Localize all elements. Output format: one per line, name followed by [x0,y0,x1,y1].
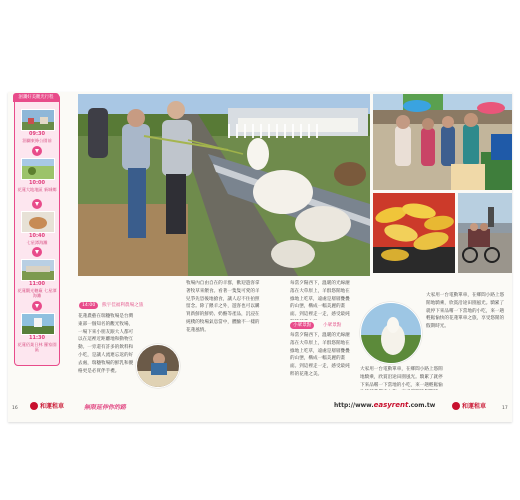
section-time-tag: 14:00 [79,302,98,309]
brand-logo-left [30,401,64,410]
timeline-thumb [21,211,55,233]
section2-body-right: 大家用一台電動單車，在鄉間小路上悠閒地騎乘，欣賞沿途田園風光。騎累了就停下來品嚐一下當地的小吃，來一趟輕鬆愉快的花蓮單車之旅，享受悠閒的假期時光。 [426,293,505,330]
url-prefix: http://www. [334,402,374,409]
slogan: 無限延伸你的路 [84,404,127,411]
timeline-time: 10:40 [29,233,45,239]
section2-body-left: 每當夕陽西下，溫暖的光線灑落在大草原上，羊群悠閒地在綠地上吃草，遠處是層層疊疊的山巒，構成一幅美麗的畫面。到這裡走一走，感受最純 [290,281,350,318]
section1-body-left: 花蓮農藝在瑞穗牧場是台灣東部一個知名的觀光牧場，一場下來小朋友跟大人都可以在這裡近距離地和動物互動。一旁還有許多的飲料和小吃，是讓人流連忘返的好去處，瑞穗牧場的鮮乳和優格更是必買伴手禮。 [78,314,134,374]
market-photo [373,94,512,190]
left-page-number: 16 [12,406,18,411]
goat-feeding-photo [78,94,370,276]
right-page-number: 17 [502,406,508,411]
chevron-down-icon [32,199,42,209]
timeline-thumb [21,313,55,335]
vendor-circle-photo [136,344,180,388]
website-url [334,401,435,409]
section-title: 小眾景點 [323,323,342,328]
section-title: 熊宇佳福利農場之旅 [102,303,144,308]
section2-body-bottom: 大家用一台電動單車，在鄉間小路上悠閒地騎乘，欣賞沿途田園風光。騎累了就停下來品嚐一下當地的小吃，來一趟輕鬆愉 [360,367,443,388]
chevron-down-icon [32,301,42,311]
timeline-caption: 花蓮佰業日林 羅家園區 [17,342,57,353]
timeline-sidebar [14,94,60,366]
section2-body-mid: 每當夕陽西下，溫暖的光線灑落在大草原上，羊群悠閒地在綠地上吃草，遠處是層層疊疊的山巒，構成一幅美麗的畫面。到這裡走一走，感受最純粹的花蓮之美。 [290,333,350,377]
timeline-time: 11:30 [29,335,45,341]
timeline-thumb [21,158,55,180]
timeline-caption: 洄瀾東條公園前 [22,138,52,143]
section1-body-mid: 牧場內自由自在的羊群，歡迎遊客拿著牧草來餵食。看著一隻隻可愛的羊兒爭先恐後地搶食，讓人忍不住拍照留念。除了餵羊之外，遊客也可以購買新鮮的鮮奶、奶酪等產品，沉浸在純樸的牧場氣息當中，體驗不一樣的花蓮風情。 [186,281,260,333]
timeline-thumb [21,109,55,131]
bamboo-shoots-photo [373,193,455,273]
timeline-header: 洄瀾好美觀光行程 [13,93,59,102]
brand-mark-icon [30,402,38,410]
section-time-tag: 小眾景點 [290,322,314,329]
timeline-thumb [21,259,55,281]
url-suffix: .com.tw [408,402,436,409]
timeline-caption: 花蓮觀光糖廠 七星潭海灘 [17,288,57,299]
chevron-down-icon [32,247,42,257]
timeline-caption: 七星潭海灘 [26,240,48,245]
brand-name: 和運租車 [462,403,487,410]
url-brand: easyrent [373,401,409,409]
bike-riding-photo [458,193,512,273]
magazine-spread [8,92,512,422]
brand-logo-right [452,401,486,410]
goat-circle-photo [360,302,422,364]
timeline-time: 09:30 [29,131,45,137]
timeline-time: 11:00 [29,281,45,287]
brand-mark-icon [452,402,460,410]
chevron-down-icon [32,146,42,156]
brand-name: 和運租車 [40,403,65,410]
timeline-caption: 花蓮大地地區 新城鄉 [17,187,57,192]
timeline-time: 10:00 [29,180,45,186]
